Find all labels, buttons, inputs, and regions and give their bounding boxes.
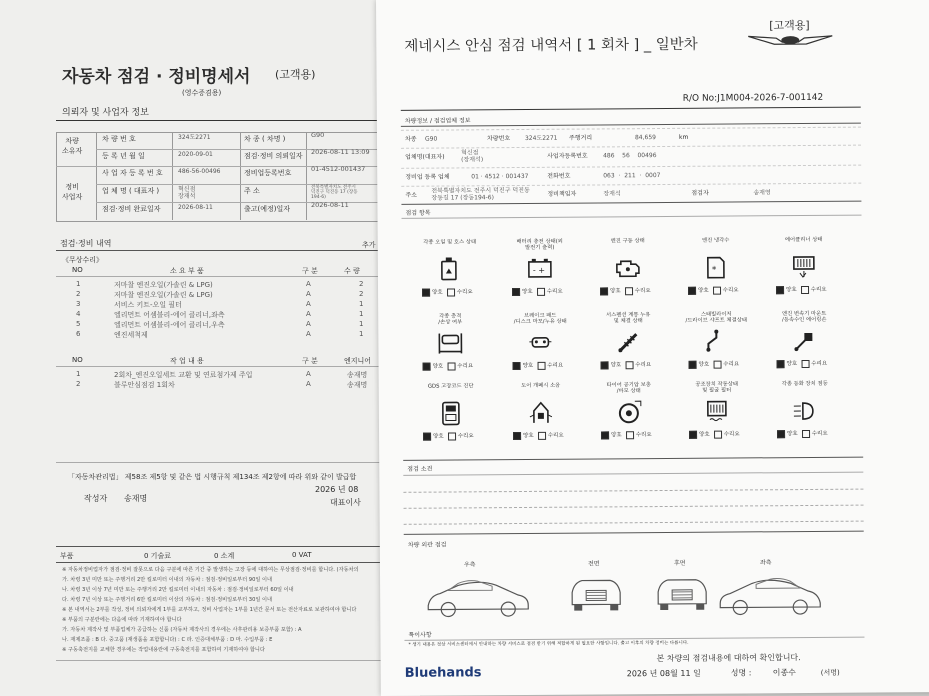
car-front-diagram (652, 570, 712, 620)
good-checkbox[interactable] (777, 430, 785, 438)
note-line: ※ 자동차정비업자가 점검·정비 잘못으로 다음 구분에 따른 기간 중 발생하는 고장 등에 대하여는 무상점검·정비를 합니다. (자동차의 (62, 567, 359, 573)
row-qty: 1 (359, 320, 364, 328)
vehicle-section-title: 차량정보 / 점검업체 정보 (404, 117, 471, 125)
row-type: A (306, 290, 311, 298)
repair-label: 수리요 (634, 288, 651, 295)
row-divider (401, 165, 861, 169)
repair-checkbox[interactable] (625, 287, 633, 295)
row-no: 6 (76, 330, 81, 338)
good-label: 양호 (698, 287, 709, 294)
confirm-text: 본 차량의 점검내용에 대하여 확인합니다. (656, 653, 801, 664)
row-desc: 엘리먼트 어셈블리-에어 클리너,우측 (114, 321, 225, 329)
info-value: 2026-08-11 (178, 204, 213, 211)
repair-label: 수리요 (547, 362, 564, 369)
tel-label: 전화번호 (547, 172, 571, 180)
manager-value: 장재석 (603, 190, 621, 198)
note-line: 나. 차령 3년 이상 7년 미만 또는 주행거리 2만 킬로미터 이내의 자동차 : 점검·정비일로부터 60일 이내 (62, 587, 294, 593)
row-no: 3 (76, 300, 81, 308)
item-label: 도어 개폐시 소음 (521, 382, 561, 389)
result-checkboxes (423, 431, 474, 440)
result-checkboxes (600, 286, 651, 295)
note-line: 가. 차령 3년 미만 또는 주행거리 2만 킬로미터 이내의 자동차 : 점검·정비일로부터 90일 이내 (62, 577, 273, 583)
ceo-label: 대표이사 (330, 498, 361, 507)
statement-title: 자동차 점검 · 정비명세서 (62, 67, 251, 87)
row-qty: 1 (359, 330, 364, 338)
repair-label: 수리요 (546, 288, 563, 295)
row-type: A (306, 320, 311, 328)
result-checkboxes (688, 285, 739, 294)
info-value-2: 2026-08-11 (311, 201, 349, 209)
biz-value: 486 56 00496 (603, 152, 657, 160)
tel-value: 063 · 211 · 0007 (603, 172, 661, 180)
bluehands-logo: Bluehands (404, 665, 482, 681)
mileage-value: 84,659 (634, 134, 656, 142)
door-icon (527, 399, 555, 425)
climate-icon (703, 398, 731, 424)
good-label: 양호 (787, 431, 798, 438)
repair-checkbox[interactable] (713, 360, 721, 368)
genesis-logo (746, 30, 834, 51)
info-label-2: 차 종 ( 차명 ) (244, 135, 286, 143)
row-no: 2 (76, 290, 81, 298)
result-checkboxes (423, 361, 474, 370)
good-label: 양호 (786, 287, 797, 294)
repair-checkbox[interactable] (802, 429, 810, 437)
row-desc: 엔진세척제 (114, 331, 148, 339)
writer-label: 작성자 (84, 494, 108, 503)
good-checkbox[interactable] (689, 430, 697, 438)
reg-label: 정비업 등록 업체 (405, 173, 450, 181)
total-cell: 0 VAT (292, 551, 312, 559)
repair-checkbox[interactable] (714, 430, 722, 438)
repair-label: 수리요 (635, 362, 652, 369)
row-desc: 저마찰 엔진오일(가솔린 & LPG) (114, 291, 213, 299)
good-checkbox[interactable] (423, 432, 431, 440)
row-divider (401, 145, 861, 149)
row-type: A (306, 300, 311, 308)
result-checkboxes (512, 287, 563, 296)
result-checkboxes (513, 361, 564, 370)
info-value: 324도2271 (178, 134, 211, 141)
repair-label: 수리요 (457, 363, 474, 370)
repair-label: 수리요 (722, 287, 739, 294)
engine-icon (614, 254, 642, 280)
total-cell: 0 기술료 (144, 552, 171, 560)
repair-label: 수리요 (723, 431, 740, 438)
item-label: 엔진 냉각수 (702, 237, 730, 244)
item-label: 배터리 충전 상태(외 발전기 출력) (516, 238, 563, 251)
business-label: 정비 사업자 (62, 183, 83, 201)
work-section-title: 점검·정비 내역 (60, 239, 112, 248)
writer-name: 송재명 (124, 494, 148, 503)
row-qty: 2 (359, 290, 364, 298)
tire-icon (615, 398, 643, 424)
air-filter-icon (790, 253, 818, 279)
row-no: 2 (76, 380, 81, 388)
info-label: 업 체 명 ( 대표자 ) (102, 187, 160, 195)
good-label: 양호 (523, 432, 534, 439)
good-label: 양호 (698, 361, 710, 368)
law-statement: 「자동차관리법」 제58조 제5항 및 같은 법 시행규칙 제134조 제2항에 따라 위와 같이 발급합 (68, 473, 357, 481)
confirm-date: 2026 년 08월 11 일 (626, 668, 701, 679)
table-header: 엔지니어 (344, 357, 372, 365)
repair-checkbox[interactable] (537, 287, 545, 295)
info-label: 점검·정비 완료일자 (102, 205, 161, 213)
view-label: 좌측 (759, 559, 772, 567)
coolant-icon (702, 254, 730, 280)
item-label: 에어클리너 상태 (784, 236, 823, 244)
car-side-diagram (420, 571, 532, 624)
item-label: 엔진 변속기 마운트 /등속수인 에어링손 (782, 310, 827, 324)
remarks-label: 특이사항 (408, 631, 432, 639)
inspection-report-sheet (376, 0, 929, 696)
mileage-label: 주행거리 (568, 134, 593, 142)
info-value-2: 전북특별자치도 전주시 덕진구 덕진동 17 (장동 194-6) (311, 185, 358, 200)
info-label-2: 점검·정비 의뢰일자 (244, 152, 303, 160)
items-section-title: 점검 항목 (405, 209, 431, 217)
table-header: NO (72, 266, 83, 274)
note-line: 나. 재제조품 : B 다. 중고품 (재생품을 포함합니다) : C 라. 인증대체부품 : D 마. 수입부품 : E (62, 637, 273, 643)
manager-label: 정비책임자 (547, 190, 577, 198)
good-checkbox[interactable] (422, 288, 430, 296)
car-front-diagram (566, 570, 626, 620)
repair-checkbox[interactable] (537, 361, 545, 369)
repair-label: 수리요 (811, 360, 828, 367)
good-checkbox[interactable] (600, 287, 608, 295)
plate-label: 차량번호 (486, 135, 511, 143)
info-value-2: 2026-08-11 13:09 (311, 148, 370, 156)
statement-subtitle: (영수증겸용) (182, 89, 222, 97)
row-divider (401, 183, 861, 187)
item-label: 각종 등화 장치 점등 (781, 380, 828, 388)
good-label: 양호 (522, 288, 533, 295)
info-label-2: 주 소 (244, 187, 260, 195)
table-header: 수 량 (344, 267, 360, 275)
inspector-value: 송재영 (753, 189, 771, 197)
item-label: 엔진 구동 상태 (610, 238, 645, 245)
free-repair-label: 《무상수리》 (62, 256, 104, 264)
good-label: 양호 (433, 433, 444, 440)
model-label: 차종 (404, 135, 417, 143)
repair-label: 수리요 (810, 286, 827, 293)
good-checkbox[interactable] (512, 288, 520, 296)
row-desc: 서비스 키트-오일 필터 (114, 301, 182, 309)
item-label: 브레이크 패드 /디스크 마모/누유 상태 (513, 312, 567, 326)
info-value: 혁신점 장재석 (178, 186, 196, 200)
row-divider (401, 127, 861, 131)
table-header: NO (72, 356, 83, 364)
repair-checkbox[interactable] (448, 432, 456, 440)
table-header-divider (56, 366, 420, 367)
row-qty: 1 (359, 300, 364, 308)
exterior-section-title: 차량 외관 점검 (407, 541, 447, 549)
info-value: 2020-09-01 (178, 151, 213, 158)
repair-label: 수리요 (723, 361, 740, 368)
item-label: 타이어 공기압 보충 /마모 상태 (606, 382, 651, 395)
good-checkbox[interactable] (423, 362, 431, 370)
mount-icon (790, 327, 818, 353)
repair-checkbox[interactable] (625, 361, 633, 369)
stabilizer-icon (702, 328, 730, 354)
repair-checkbox[interactable] (713, 286, 721, 294)
table-header: 구 분 (302, 357, 318, 365)
owner-label: 차량 소유자 (62, 137, 83, 155)
good-checkbox[interactable] (513, 361, 521, 369)
inspector-label: 점검자 (691, 189, 709, 197)
row-qty: 송재명 (347, 381, 368, 389)
item-label: GDS 고장코드 진단 (427, 383, 474, 390)
plate-value: 324도2271 (524, 134, 558, 142)
good-checkbox[interactable] (601, 361, 609, 369)
info-value: 486-56-00496 (178, 168, 221, 175)
repair-checkbox[interactable] (626, 431, 634, 439)
oil-can-icon (436, 255, 464, 281)
note-line: ※ 구동축전지를 교체한 경우에는 작업내용란에 구동축전지를 포함하여 기재하여야 합니다 (62, 647, 265, 653)
row-type: A (306, 380, 311, 388)
good-label: 양호 (611, 432, 622, 439)
repair-label: 수리요 (457, 433, 474, 440)
repair-label: 수리요 (811, 430, 828, 437)
biz-label: 사업자등록번호 (547, 152, 588, 160)
brake-pad-icon (526, 329, 554, 355)
info-label: 사 업 자 등 록 번 호 (102, 169, 163, 177)
table-header: 소 요 부 품 (170, 267, 204, 275)
address-label: 주소 (405, 191, 417, 199)
repair-label: 수리요 (456, 289, 473, 296)
car-side-diagram (716, 569, 828, 622)
statement-title-suffix: (고객용) (275, 68, 316, 81)
client-section-title: 의뢰자 및 사업자 정보 (62, 108, 149, 118)
report-title: 제네시스 안심 점검 내역서 [ 1 회차 ] _ 일반차 (404, 36, 698, 55)
mileage-unit: km (678, 133, 689, 141)
item-label: 각종 충격 /손상 여부 (438, 313, 463, 326)
info-value-2: 01-4512-001437 (311, 165, 366, 173)
total-cell: 부품 (60, 552, 74, 560)
table-header-divider (56, 276, 420, 277)
good-checkbox[interactable] (776, 286, 784, 294)
info-label: 차 량 번 호 (102, 135, 136, 143)
good-label: 양호 (610, 362, 622, 369)
battery-icon (526, 255, 554, 281)
lift-icon (436, 329, 464, 355)
repair-checkbox[interactable] (447, 288, 455, 296)
item-label: 공조장치 작동상태 및 필굴 필터 (695, 381, 739, 394)
good-checkbox[interactable] (689, 360, 697, 368)
row-qty: 1 (359, 310, 364, 318)
opinion-section-title: 점검 소견 (407, 465, 433, 473)
table-header: 작 업 내 용 (170, 357, 204, 365)
info-value-2: G90 (311, 131, 325, 139)
lamp-icon (791, 397, 819, 423)
info-label: 등 록 년 월 일 (102, 152, 145, 160)
sign-label: 성명 : (730, 668, 752, 678)
item-label: 각종 오일 및 호스 상태 (423, 239, 477, 246)
maintenance-statement-sheet (0, 0, 420, 696)
good-checkbox[interactable] (688, 286, 696, 294)
footer-notice: * 생기 내용은 정상 서비스센터에서 안내하는 차량 서비스로 점검 받기 위해 적합하게 된 필요한 사항입니다. 출고 이후의 차량 정비는 다릅니다. (408, 640, 689, 648)
customer-copy-tag: [고객용] (769, 18, 810, 33)
row-no: 1 (76, 280, 81, 288)
result-checkboxes (601, 430, 652, 439)
row-desc: 저마찰 엔진오일(가솔린 & LPG) (114, 281, 213, 289)
info-label-2: 출고(예정)일자 (244, 205, 291, 213)
diagnostic-icon (437, 399, 465, 425)
ro-number: R/O No:J1M004-2026-7-001142 (682, 92, 824, 104)
item-label: 스태빌라이저 /드라이브 샤프트 체결상태 (685, 311, 747, 324)
good-label: 양호 (432, 363, 444, 370)
note-line: 다. 차령 7년 이상 또는 주행거리 6만 킬로미터 이상의 자동차 : 점검·정비일로부터 30일 이내 (62, 597, 273, 603)
repair-checkbox[interactable] (447, 362, 455, 370)
result-checkboxes (601, 360, 652, 369)
view-label: 우측 (463, 561, 476, 569)
result-checkboxes (776, 285, 827, 294)
repair-checkbox[interactable] (801, 285, 809, 293)
row-type: A (306, 330, 311, 338)
row-type: A (306, 370, 311, 378)
shop-label: 업체명(대표자) (405, 153, 445, 161)
good-checkbox[interactable] (601, 431, 609, 439)
row-qty: 송재명 (347, 371, 368, 379)
view-label: 후면 (673, 559, 686, 567)
good-label: 양호 (522, 362, 534, 369)
good-label: 양호 (699, 431, 710, 438)
result-checkboxes (777, 429, 828, 438)
svg-text:- +: - + (532, 265, 546, 275)
shop-value: 혁신점 (장재석) (461, 149, 484, 164)
item-label: 서스펜션 계통 누유 및 체결 상태 (606, 312, 651, 325)
reg-value: 01 · 4512 · 001437 (471, 172, 529, 181)
good-checkbox[interactable] (777, 360, 785, 368)
row-qty: 2 (359, 280, 364, 288)
result-checkboxes (422, 287, 473, 296)
row-desc: 2회차_엔진오일세트 교환 및 연료첨가제 주입 (114, 371, 253, 379)
row-type: A (306, 280, 311, 288)
work-section-extra: 추가 (362, 241, 376, 249)
row-desc: 엘리먼트 어셈블리-에어 클리너,좌측 (114, 311, 225, 319)
table-header: 구 분 (302, 267, 318, 275)
good-label: 양호 (432, 289, 443, 296)
row-desc: 블루안심점검 1회차 (114, 381, 175, 389)
address-value: 전북특별자치도 전주시 덕진구 덕진동 장동길 17 (장동194-6) (431, 186, 530, 202)
sign-suffix: (서명) (820, 668, 840, 677)
shock-absorber-icon (614, 328, 642, 354)
result-checkboxes (689, 359, 740, 368)
note-line: 가. 자동차 제작사 및 부품업체가 공급하는 신품 (자동차 제작사의 경우에는 사후관리용 보증부품 포함) : A (62, 627, 302, 633)
info-label-2: 정비업등록번호 (244, 169, 292, 177)
result-checkboxes (513, 431, 564, 440)
good-label: 양호 (786, 361, 798, 368)
good-checkbox[interactable] (513, 431, 521, 439)
total-cell: 0 소계 (214, 552, 235, 560)
repair-label: 수리요 (635, 432, 652, 439)
repair-checkbox[interactable] (801, 359, 809, 367)
row-type: A (306, 310, 311, 318)
good-label: 양호 (610, 288, 621, 295)
result-checkboxes (689, 429, 740, 438)
result-checkboxes (777, 359, 828, 368)
row-no: 4 (76, 310, 81, 318)
issue-date: 2026 년 08 (315, 485, 359, 494)
model-value: G90 (424, 135, 438, 143)
view-label: 전면 (587, 560, 600, 568)
svg-text:*: * (711, 265, 717, 276)
row-no: 5 (76, 320, 81, 328)
signer-name: 이종수 (772, 668, 796, 678)
note-line: ※ 본 내역서는 2부를 작성, 정비 의뢰자에게 1부를 교부하고, 정비 사업자는 1부를 1년간 문서 또는 전산자료로 보관하여야 합니다 (62, 607, 357, 613)
repair-label: 수리요 (547, 432, 564, 439)
row-no: 1 (76, 370, 81, 378)
note-line: ※ 부품의 구분란에는 다음에 따라 기재하여야 합니다 (62, 617, 182, 623)
repair-checkbox[interactable] (538, 431, 546, 439)
